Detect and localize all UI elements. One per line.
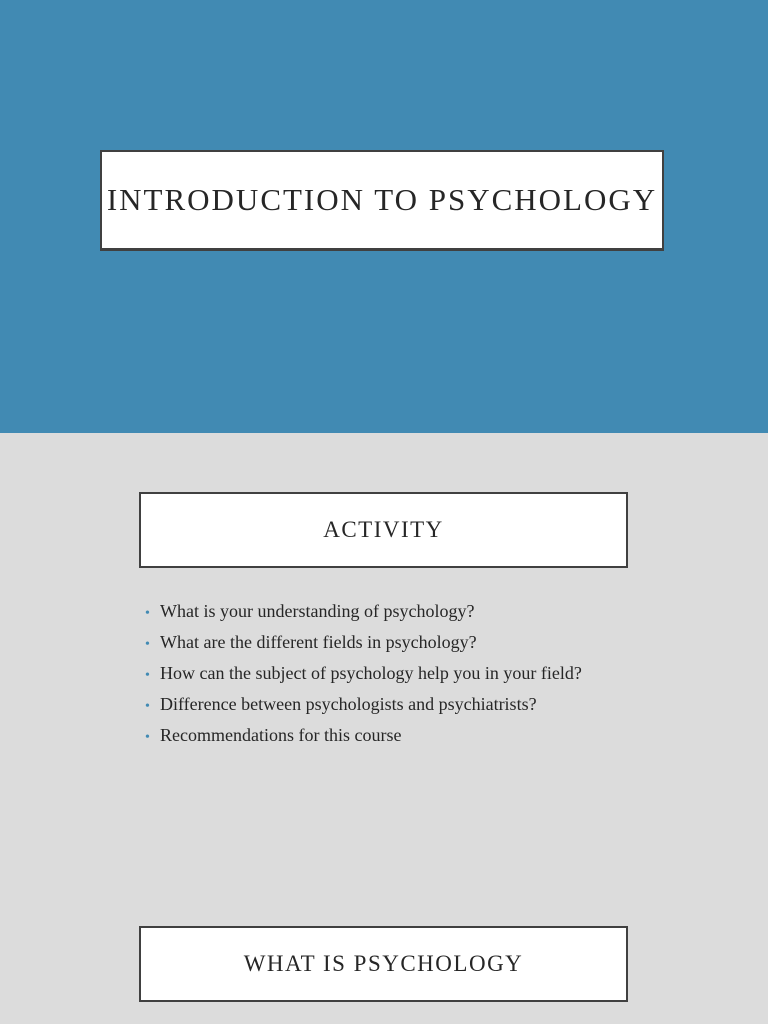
activity-heading-box [139,492,628,568]
bullet-icon: • [145,730,150,745]
bullet-text: Difference between psychologists and psychiatrists? [160,694,537,714]
bullet-text: What is your understanding of psychology? [160,601,475,621]
list-item [145,601,582,632]
bullet-text: Recommendations for this course [160,725,402,745]
list-item [145,632,582,663]
list-item [145,663,582,694]
bullet-icon: • [145,699,150,714]
list-item [145,694,582,725]
what-is-psychology-heading: WHAT IS PSYCHOLOGY [243,951,524,976]
bullet-icon: • [145,637,150,652]
what-is-psychology-heading-box [139,926,628,1002]
title-slide [0,0,768,433]
activity-heading: ACTIVITY [323,517,444,542]
list-item [145,725,582,756]
bullet-icon: • [145,668,150,683]
slide-title: INTRODUCTION TO PSYCHOLOGY [106,182,658,217]
title-box [100,150,664,251]
activity-bullet-list [145,601,582,756]
bullet-text: How can the subject of psychology help you in your field? [160,663,582,683]
bullet-text: What are the different fields in psychology? [160,632,477,652]
bullet-icon: • [145,606,150,621]
